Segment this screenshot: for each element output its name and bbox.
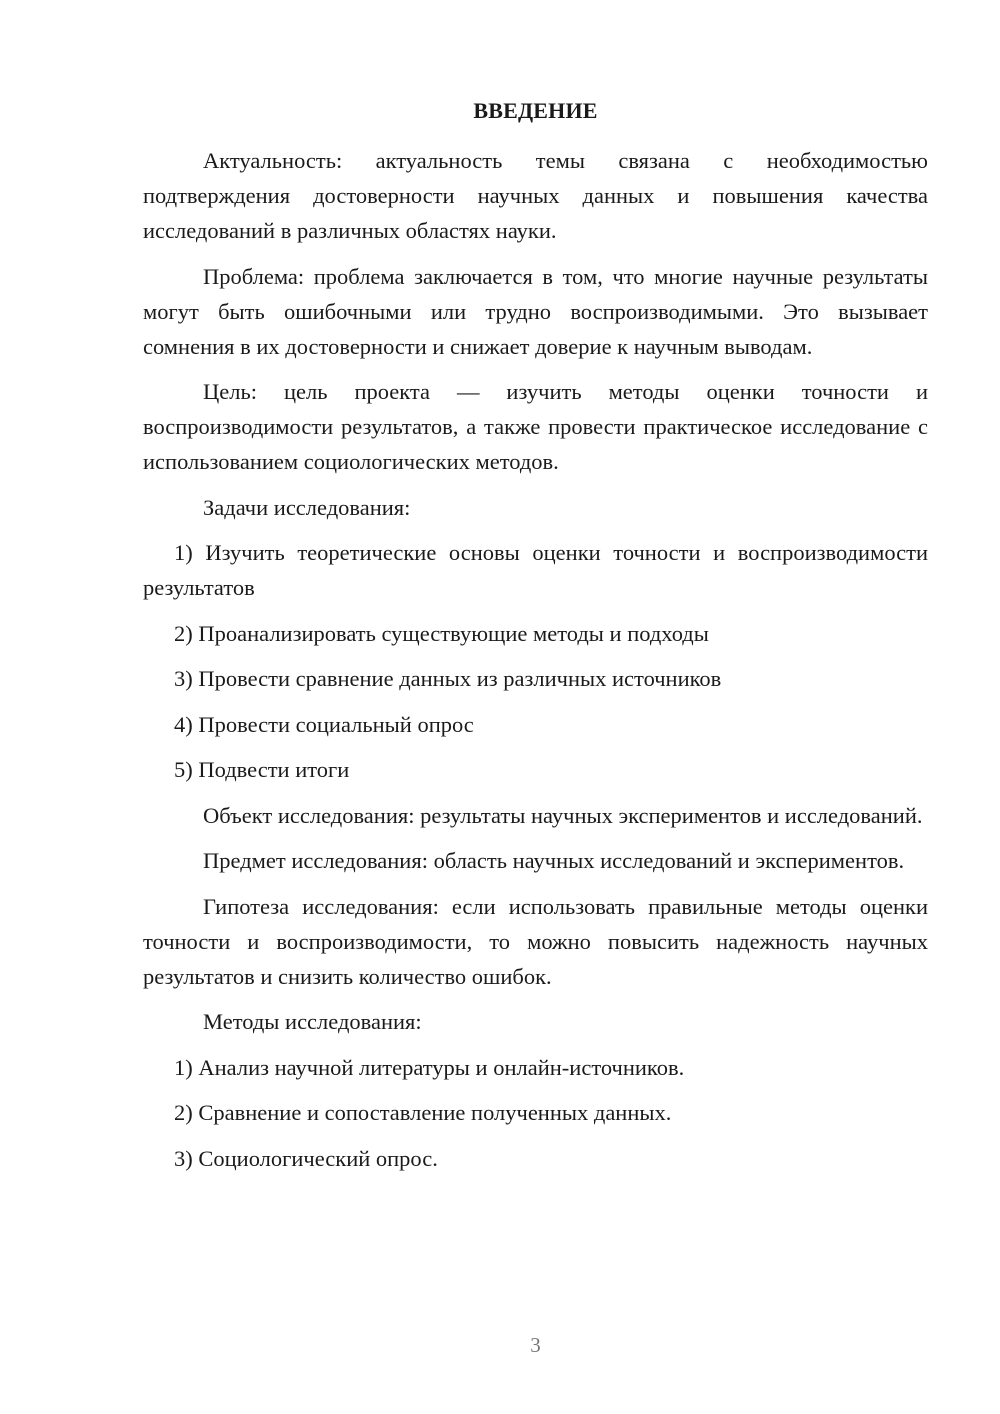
methods-heading: Методы исследования: <box>203 1009 422 1034</box>
task-item-5: 5) Подвести итоги <box>174 757 350 782</box>
goal-paragraph: Цель: цель проекта — изучить методы оценки точности и воспроизводимости результатов, а также провести практическое исследование с использованием социологических методов. <box>143 379 928 474</box>
method-item-1: 1) Анализ научной литературы и онлайн-источников. <box>174 1054 685 1080</box>
page-title: ВВЕДЕНИЕ <box>473 98 598 123</box>
document-page <box>143 0 928 1414</box>
problem-paragraph: Проблема: проблема заключается в том, что многие научные результаты могут быть ошибочными или трудно воспроизводимыми. Это вызывает сомнения в их достоверности и снижает доверие к научным выводам. <box>143 263 928 359</box>
hypothesis-paragraph: Гипотеза исследования: если использовать правильные методы оценки точности и воспроизводимости, то можно повысить надежность научных результатов и снизить количество ошибок. <box>143 893 928 989</box>
task-item-1: 1) Изучить теоретические основы оценки точности и воспроизводимости результатов <box>143 540 928 600</box>
object-paragraph: Объект исследования: результаты научных экспериментов и исследований. <box>203 802 923 828</box>
method-item-3: 3) Социологический опрос. <box>174 1145 438 1171</box>
method-item-2: 2) Сравнение и сопоставление полученных данных. <box>174 1100 672 1125</box>
task-item-2: 2) Проанализировать существующие методы и подходы <box>174 620 709 646</box>
tasks-heading: Задачи исследования: <box>203 494 411 520</box>
body-text <box>143 143 928 1186</box>
page-number: 3 <box>530 1333 541 1357</box>
relevance-paragraph: Актуальность: актуальность темы связана с необходимостью подтверждения достоверности научных данных и повышения качества исследований в различных областях науки. <box>143 148 928 243</box>
task-item-3: 3) Провести сравнение данных из различных источников <box>174 666 722 691</box>
subject-paragraph: Предмет исследования: область научных исследований и экспериментов. <box>203 848 905 873</box>
task-item-4: 4) Провести социальный опрос <box>174 711 474 737</box>
